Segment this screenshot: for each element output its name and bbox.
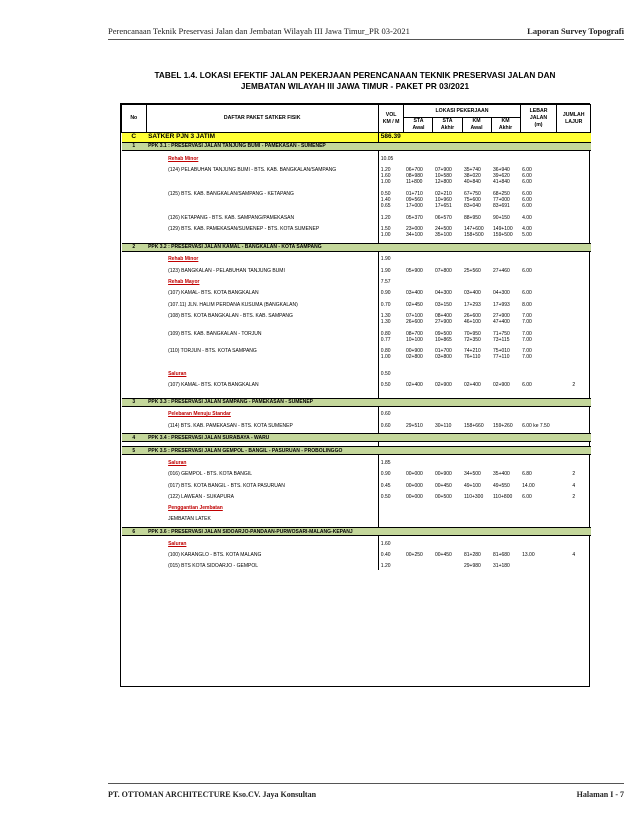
ppk-number: 1 xyxy=(122,143,147,151)
sta-end xyxy=(433,563,462,569)
sta-end: 10+580 xyxy=(434,173,452,180)
road-segment-name: (015) BTS KOTA SIDOARJO - GEMPOL xyxy=(168,563,258,570)
header-lane-count-line-2: LAJUR xyxy=(565,118,583,125)
segment-volume: 1.00 xyxy=(378,232,404,238)
header-road-width-line-2: JALAN xyxy=(529,115,548,121)
road-width: 6.80 xyxy=(522,471,532,478)
segment-volume: 1.20 xyxy=(378,215,404,221)
ppk-row xyxy=(122,447,591,455)
satker-row-filler xyxy=(404,133,591,143)
header-km-end xyxy=(491,118,520,133)
sta-start: 06+700 xyxy=(405,166,423,173)
header-lane-count-line-1: JUMLAH xyxy=(562,111,585,118)
km-end: 39+620 xyxy=(493,173,510,180)
km-end: 49+550 xyxy=(493,482,510,489)
road-segment-name: (107.11) JLN. HALIM PERDANA KUSUMA (BANGKALAN) xyxy=(168,301,298,308)
km-end: 35+400 xyxy=(493,471,510,478)
sta-end: 00+450 xyxy=(434,552,452,558)
sta-start: 05+370 xyxy=(405,214,423,221)
footer-company: PT. OTTOMAN ARCHITECTURE Kso.CV. Jaya Konsultan xyxy=(108,790,317,799)
road-width: 6.00 xyxy=(522,203,532,210)
road-width: 7.00 xyxy=(522,319,532,326)
road-width: 6.00 ke 7.50 xyxy=(522,422,550,429)
segment-volume: 0.70 xyxy=(378,302,404,308)
sta-end: 00+500 xyxy=(434,493,452,500)
category-volume: 7.57 xyxy=(378,279,404,285)
ppk-row xyxy=(122,398,591,406)
segment-volume: 1.20 xyxy=(378,563,404,569)
km-start: 147+600 xyxy=(464,225,484,232)
km-start: 158+660 xyxy=(464,422,484,429)
road-segment-name: (114) BTS. KAB. PAMEKASAN - BTS. KOTA SUMENEP xyxy=(168,422,293,429)
header-volume-line-2: KM / M xyxy=(382,118,400,125)
sta-start: 00+000 xyxy=(405,482,423,489)
ppk-number: 4 xyxy=(122,434,147,442)
km-start: 88+950 xyxy=(464,214,481,221)
km-end: 02+900 xyxy=(493,382,510,389)
km-start: 75+600 xyxy=(464,196,481,203)
km-end: 68+250 xyxy=(493,190,510,197)
segment-volume: 0.77 xyxy=(378,337,404,343)
ppk-number: 5 xyxy=(122,447,147,455)
road-width: 6.00 xyxy=(522,173,532,180)
segment-volume: 0.90 xyxy=(378,290,404,296)
satker-row xyxy=(122,133,591,143)
lane-count: 2 xyxy=(572,493,576,500)
sta-start: 08+700 xyxy=(405,330,423,337)
road-width: 7.00 xyxy=(522,330,532,337)
header-sta-end-line-1: STA xyxy=(442,118,453,124)
satker-name: SATKER PJN 3 JATIM xyxy=(146,133,378,143)
segment-volume: 0.80 xyxy=(378,348,404,354)
segment-volume: 1.00 xyxy=(378,354,404,360)
km-start: 110+300 xyxy=(464,493,484,500)
ppk-label: PPK 3.4 : PRESERVASI JALAN SURABAYA - WARU xyxy=(146,434,590,442)
header-km-end-line-2: Akhir xyxy=(498,125,513,131)
header-sta-start-line-1: STA xyxy=(413,118,424,124)
road-width: 6.00 xyxy=(522,190,532,197)
km-start: 25+560 xyxy=(464,267,481,274)
km-start: 49+100 xyxy=(464,482,481,489)
road-width: 4.00 xyxy=(522,225,532,232)
header-sta-end xyxy=(433,118,462,133)
segment-volume: 1.50 xyxy=(378,226,404,232)
km-start: 46+100 xyxy=(464,319,481,326)
table-title xyxy=(120,70,590,92)
sta-start: 29+510 xyxy=(405,422,423,429)
ppk-label: PPK 3.3 : PRESERVASI JALAN SAMPANG - PAMEKASAN - SUMENEP xyxy=(146,398,590,406)
sta-start: 10+100 xyxy=(405,336,423,343)
category-volume: 10.05 xyxy=(378,156,404,162)
category-label: Pelebaran Menuju Standar xyxy=(168,411,231,418)
header-work-location: LOKASI PEKERJAAN xyxy=(404,105,520,118)
header-km-start-line-1: KM xyxy=(472,118,481,124)
sta-end: 03+150 xyxy=(434,301,452,308)
table-body xyxy=(122,133,591,570)
ppk-number: 2 xyxy=(122,243,147,251)
sta-start: 26+600 xyxy=(405,319,423,326)
segment-volume: 1.20 xyxy=(378,167,404,173)
header-volume xyxy=(378,105,404,133)
category-label: Rehab Minor xyxy=(168,155,199,162)
category-label: Rehab Minor xyxy=(168,256,199,263)
header-road-width-line-1: LEBAR xyxy=(529,108,548,114)
sta-start xyxy=(404,563,433,569)
category-volume: 1.85 xyxy=(378,460,404,466)
sta-end: 35+100 xyxy=(434,232,452,239)
segment-volume: 0.50 xyxy=(378,494,404,500)
sta-start: 02+800 xyxy=(405,354,423,361)
category-label: Saluran xyxy=(168,459,187,466)
road-width: 4.00 xyxy=(522,214,532,221)
km-start: 03+400 xyxy=(464,290,481,297)
km-start: 158+500 xyxy=(464,232,484,239)
sta-end: 00+900 xyxy=(434,471,452,478)
road-width: 7.00 xyxy=(522,336,532,343)
ppk-label: PPK 3.1 : PRESERVASI JALAN TANJUNG BUMI - PAMEKASAN - SUMENEP xyxy=(146,143,590,151)
road-segment-name: (017) BTS. KOTA BANGIL - BTS. KOTA PASURUAN xyxy=(168,482,285,489)
page-footer xyxy=(108,783,624,803)
road-width: 5.00 xyxy=(522,232,532,239)
road-width: 6.00 xyxy=(522,166,532,173)
segment-volume: 0.80 xyxy=(378,331,404,337)
sta-start: 00+000 xyxy=(405,471,423,478)
header-document-title: Perencanaan Teknik Preservasi Jalan dan Jembatan Wilayah III Jawa Timur_PR 03-2021 xyxy=(108,26,410,36)
road-segment-name: (123) BANGKALAN - PELABUHAN TANJUNG BUMI xyxy=(168,267,285,274)
km-start: 81+280 xyxy=(464,552,481,558)
road-segment-name: (122) LAWEAN - SUKAPURA xyxy=(168,493,235,500)
sta-end: 03+800 xyxy=(434,354,452,361)
category-label: Saluran xyxy=(168,370,187,377)
km-end: 159+260 xyxy=(493,422,513,429)
sta-end: 10+865 xyxy=(434,336,452,343)
sta-start: 34+100 xyxy=(405,232,423,239)
road-width: 6.00 xyxy=(522,493,532,500)
road-segment-name: (126) KETAPANG - BTS. KAB. SAMPANG/PAMEKASAN xyxy=(168,214,295,221)
sta-end: 08+400 xyxy=(434,312,452,319)
km-start: 67+750 xyxy=(464,190,481,197)
km-end: 17+993 xyxy=(493,301,510,308)
km-start: 34+500 xyxy=(464,471,481,478)
segment-volume: 1.30 xyxy=(378,313,404,319)
road-width: 6.00 xyxy=(522,267,532,274)
ppk-label: PPK 3.2 : PRESERVASI JALAN KAMAL - BANGKALAN - KOTA SAMPANG xyxy=(146,243,590,251)
lane-count: 4 xyxy=(572,552,576,558)
km-end: 110+800 xyxy=(493,493,513,500)
page-header xyxy=(108,20,624,40)
road-segment-name: (110) TORJUN - BTS. KOTA SAMPANG xyxy=(168,348,257,355)
sta-end: 07+900 xyxy=(434,166,452,173)
sta-start: 08+980 xyxy=(405,173,423,180)
km-start: 70+950 xyxy=(464,330,481,337)
km-end: 77+000 xyxy=(493,196,510,203)
km-start: 26+600 xyxy=(464,312,481,319)
table-row xyxy=(122,563,591,569)
km-end: 75+010 xyxy=(493,348,510,355)
road-width: 8.00 xyxy=(522,301,532,308)
sta-start: 03+400 xyxy=(405,290,423,297)
segment-volume: 1.00 xyxy=(378,179,404,185)
road-segment-name: (129) BTS. KAB. PAMEKASAN/SUMENEP - BTS. KOTA SUMENEP xyxy=(168,225,320,232)
ppk-row xyxy=(122,143,591,151)
sta-start: 00+250 xyxy=(405,552,423,558)
road-width: 7.00 xyxy=(522,312,532,319)
sta-end: 00+450 xyxy=(434,482,452,489)
sta-start: 02+450 xyxy=(405,301,423,308)
table-header-row xyxy=(122,105,591,118)
km-end: 73+115 xyxy=(493,336,510,343)
km-start: 38+020 xyxy=(464,173,481,180)
road-width: 13.00 xyxy=(522,552,535,558)
ppk-row xyxy=(122,434,591,442)
km-end: 36+940 xyxy=(493,166,510,173)
ppk-label: PPK 3.6 : PRESERVASI JALAN SIDOARJO-PANDAAN-PURWOSARI-MALANG-KEPANJ xyxy=(146,528,590,536)
km-end: 81+680 xyxy=(493,552,510,558)
road-segment-name: (108) BTS. KOTA BANGKALAN - BTS. KAB. SAMPANG xyxy=(168,312,293,319)
segment-volume: 0.90 xyxy=(378,471,404,477)
sta-end: 12+800 xyxy=(434,179,452,186)
km-end: 83+691 xyxy=(493,203,510,210)
sta-end: 01+700 xyxy=(434,348,452,355)
segment-volume: 0.50 xyxy=(378,382,404,388)
location-table xyxy=(121,104,591,570)
km-start: 02+400 xyxy=(464,382,481,389)
header-package-name: DAFTAR PAKET SATKER FISIK xyxy=(146,105,378,133)
category-volume: 0.60 xyxy=(378,411,404,417)
km-start: 40+840 xyxy=(464,179,481,186)
km-end: 47+400 xyxy=(493,319,510,326)
footer-page-number: Halaman I - 7 xyxy=(576,790,624,799)
segment-volume: 1.90 xyxy=(378,268,404,274)
satker-volume: 586.39 xyxy=(378,133,404,143)
ppk-number: 6 xyxy=(122,528,147,536)
sta-end: 02+900 xyxy=(434,382,452,389)
road-width: 6.00 xyxy=(522,179,532,186)
segment-volume: 0.50 xyxy=(378,191,404,197)
sta-end: 02+210 xyxy=(434,190,452,197)
km-start: 74+210 xyxy=(464,348,481,355)
segment-volume: 0.60 xyxy=(378,423,404,429)
ppk-label: PPK 3.5 : PRESERVASI JALAN GEMPOL - BANGIL - PASURUAN - PROBOLINGGO xyxy=(146,447,590,455)
km-start: 76+110 xyxy=(464,354,481,361)
sta-start: 07+100 xyxy=(405,312,423,319)
satker-code: C xyxy=(122,133,147,143)
km-end: 27+460 xyxy=(493,267,510,274)
category-label: Rehab Mayor xyxy=(168,279,200,286)
sta-end: 27+900 xyxy=(434,319,452,326)
road-segment-name: (100) KARANGLO - BTS. KOTA MALANG xyxy=(168,552,262,558)
sta-start: 09+560 xyxy=(405,196,423,203)
category-volume: 1.60 xyxy=(378,541,404,547)
category-label: Saluran xyxy=(168,540,187,547)
sta-end: 30+110 xyxy=(434,422,452,429)
header-sta-end-line-2: Akhir xyxy=(440,125,455,131)
sta-end: 07+800 xyxy=(434,267,452,274)
km-start: 83+040 xyxy=(464,203,481,210)
ppk-row xyxy=(122,243,591,251)
segment-volume: 1.60 xyxy=(378,173,404,179)
sta-end: 17+651 xyxy=(434,203,452,210)
row-no-cell xyxy=(122,563,147,569)
road-width: 14.00 xyxy=(522,482,535,489)
lane-count: 4 xyxy=(572,482,576,489)
segment-volume: 0.40 xyxy=(378,552,404,558)
sta-start: 00+900 xyxy=(405,348,423,355)
category-label: Penggantian Jembatan xyxy=(168,505,223,512)
header-road-width xyxy=(520,105,557,133)
location-table-container xyxy=(120,103,590,687)
km-end: 27+900 xyxy=(493,312,510,319)
header-km-end-line-1: KM xyxy=(501,118,510,124)
header-km-start xyxy=(462,118,491,133)
header-report-name: Laporan Survey Topografi xyxy=(527,26,624,36)
km-start: 29+980 xyxy=(464,563,481,570)
km-end: 90+150 xyxy=(493,214,510,221)
km-end: 77+110 xyxy=(493,354,510,361)
segment-volume: 0.45 xyxy=(378,483,404,489)
header-volume-line-1: VOL xyxy=(385,111,397,118)
sta-end: 24+500 xyxy=(434,225,452,232)
km-end: 159+500 xyxy=(493,232,513,239)
table-title-line-1: TABEL 1.4. LOKASI EFEKTIF JALAN PEKERJAAN PERENCANAAN TEKNIK PRESERVASI JALAN DAN xyxy=(154,71,556,80)
road-segment-name: (124) PELABUHAN TANJUNG BUMI - BTS. KAB. BANGKALAN/SAMPANG xyxy=(168,166,337,173)
lane-count: 2 xyxy=(572,471,576,478)
road-segment-name: (125) BTS. KAB. BANGKALAN/SAMPANG - KETAPANG xyxy=(168,190,294,197)
sta-end: 04+300 xyxy=(434,290,452,297)
sta-end: 06+570 xyxy=(434,214,452,221)
sta-start: 01+710 xyxy=(405,190,423,197)
header-lane-count xyxy=(557,105,591,133)
lane-count: 2 xyxy=(572,382,576,389)
segment-volume: 1.40 xyxy=(378,197,404,203)
sta-start: 00+000 xyxy=(405,493,423,500)
road-width: 6.00 xyxy=(522,196,532,203)
road-width: 7.00 xyxy=(522,348,532,355)
sta-start: 11+800 xyxy=(405,179,423,186)
km-end: 71+750 xyxy=(493,330,510,337)
km-start: 17+293 xyxy=(464,301,481,308)
km-end: 04+300 xyxy=(493,290,510,297)
road-segment-name: (016) GEMPOL - BTS. KOTA BANGIL xyxy=(168,471,252,478)
road-segment-name: JEMBATAN LATEK xyxy=(168,516,211,523)
ppk-number: 3 xyxy=(122,398,147,406)
segment-volume: 0.65 xyxy=(378,203,404,209)
sta-start: 23+000 xyxy=(405,225,423,232)
segment-volume: 1.30 xyxy=(378,319,404,325)
lane-count xyxy=(557,563,591,569)
sta-start: 05+900 xyxy=(405,267,423,274)
category-volume: 1.90 xyxy=(378,256,404,262)
header-sta-start-line-2: Awal xyxy=(412,125,425,131)
sta-end: 09+500 xyxy=(434,330,452,337)
header-no: No xyxy=(122,105,147,133)
road-width: 7.00 xyxy=(522,354,532,361)
header-km-start-line-2: Awal xyxy=(470,125,483,131)
header-road-width-line-3: (m) xyxy=(534,122,543,128)
category-volume: 0.50 xyxy=(378,371,404,377)
km-end: 41+840 xyxy=(493,179,510,186)
km-end: 31+180 xyxy=(493,563,510,570)
ppk-row xyxy=(122,528,591,536)
road-segment-name: (107) KAMAL- BTS. KOTA BANGKALAN xyxy=(168,382,259,389)
road-width xyxy=(520,563,557,569)
sta-start: 17+000 xyxy=(405,203,423,210)
road-width: 6.00 xyxy=(522,290,532,297)
km-start: 35+740 xyxy=(464,166,481,173)
header-sta-start xyxy=(404,118,433,133)
km-end: 149+100 xyxy=(493,225,513,232)
road-width: 6.00 xyxy=(522,382,532,389)
table-title-line-2: JEMBATAN WILAYAH III JAWA TIMUR - PAKET PR 03/2021 xyxy=(240,82,470,91)
sta-end: 10+960 xyxy=(434,196,452,203)
road-segment-name: (109) BTS. KAB. BANGKALAN - TORJUN xyxy=(168,330,262,337)
road-segment-name: (107) KAMAL- BTS. KOTA BANGKALAN xyxy=(168,290,259,297)
sta-start: 02+400 xyxy=(405,382,423,389)
km-start: 72+350 xyxy=(464,336,481,343)
